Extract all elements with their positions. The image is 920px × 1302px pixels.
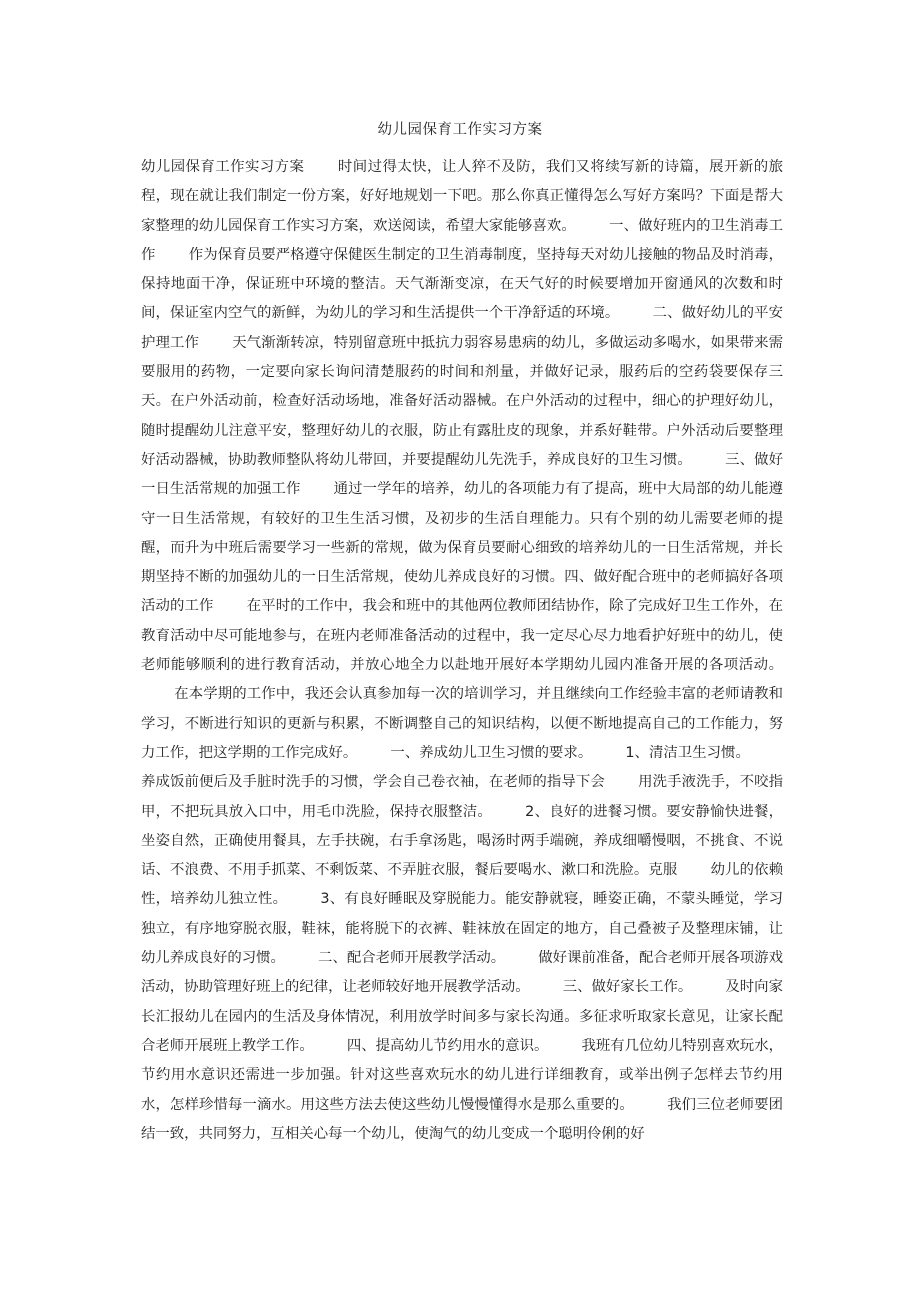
body-segment: 时间过得太快，让人猝不及防，我们又将续写新的诗篇，展开新的旅程，现在就让我们制定一份方案，好好地规划一下吧。那么你真正懂得怎么写好方案吗？下面是帮大家整理的幼儿园保育工作实习方案，欢送阅读，希望大家能够喜欢。 [141, 159, 783, 234]
body-segment: 幼儿园保育工作实习方案 [141, 159, 305, 175]
body-segment: 我班有几位幼儿特别喜欢玩水，节约用水意识还需进一步加强。针对这些喜欢玩水的幼儿进行详细教育，或举出例子怎样去节约用水，怎样珍惜每一滴水。用这些方法去使这些幼儿慢慢懂得水是那么重要的。 [141, 1037, 783, 1113]
section-heading: 一、做好班内的卫生消毒工作 [141, 217, 783, 263]
body-segment: 用洗手液洗手，不咬指甲，不把玩具放入口中，用毛巾洗脸，保持衣服整洁。 [141, 774, 783, 820]
body-segment: 我们三位老师要团结一致，共同努力，互相关心每一个幼儿，使淘气的幼儿变成一个聪明伶俐的好 [141, 1096, 783, 1142]
body-segment: 2、良好的进餐习惯。要安静愉快进餐，坐姿自然，正确使用餐具，左手扶碗，右手拿汤匙，喝汤时两手端碗，养成细嚼慢咽，不挑食、不说话、不浪费、不用手抓菜、不剩饭菜、不弄脏衣服，餐后要喝水、漱口和洗脸。克服 [141, 803, 783, 879]
document-title: 幼儿园保育工作实习方案 [377, 122, 543, 138]
body-segment: 天气渐渐转凉，特别留意班中抵抗力弱容易患病的幼儿，多做运动多喝水，如果带来需要服用的药物，一定要向家长询问清楚服药的时间和剂量，并做好记录，服药后的空药袋要保存三天。在户外活动前，检查好活动场地，准备好活动器械。在户外活动的过程中，细心的护理好幼儿，随时提醒幼儿注意平安，整理好幼儿的衣服，防止有露肚皮的现象，并系好鞋带。户外活动后要整理好活动器械，协助教师整队将幼儿带回，并要提醒幼儿先洗手，养成良好的卫生习惯。 [141, 334, 783, 468]
body-segment: 通过一学年的培养，幼儿的各项能力有了提高，班中大局部的幼儿能遵守一日生活常规，有较好的卫生生活习惯，及初步的生活自理能力。只有个别的幼儿需要老师的提醒，而升为中班后需要学习一些新的常规，做为保育员要耐心细致的培养幼儿的一日生活常规，并长期坚持不断的加强幼儿的一日生活常规，使幼儿养成良好的习惯。四、做好配合班中的老师搞好各项活动的工作 [141, 481, 783, 615]
body-segment: 做好课前准备，配合老师开展各项游戏活动，协助管理好班上的纪律，让老师较好地开展教学活动。 [141, 950, 783, 996]
document-body [141, 153, 783, 1149]
body-segment: 及时向家长汇报幼儿在园内的生活及身体情况，利用放学时间多与家长沟通。多征求听取家长意见，让家长配合老师开展班上教学工作。 [141, 979, 783, 1054]
section-heading: 三、做好一日生活常规的加强工作 [141, 451, 783, 498]
body-segment: 在本学期的工作中，我还会认真参加每一次的培训学习，并且继续向工作经验丰富的老师请教和学习，不断进行知识的更新与积累，不断调整自己的知识结构，以便不断地提高自己的工作能力，努力工作，把这学期的工作完成好。 [141, 686, 783, 761]
section-heading: 四、提高幼儿节约用水的意识。 [346, 1037, 549, 1054]
subsection-heading: 1、清洁卫生习惯。 [625, 744, 750, 761]
body-segment: 作为保育员要严格遵守保健医生制定的卫生消毒制度，坚持每天对幼儿接触的物品及时消毒，保持地面干净，保证班中环境的整洁。天气渐渐变凉，在天气好的时候要增加开窗通风的次数和时间，保证室内空气的新鲜，为幼儿的学习和生活提供一个干净舒适的环境。 [141, 246, 783, 322]
section-heading: 一、养成幼儿卫生习惯的要求。 [390, 744, 593, 761]
body-segment: 3、有良好睡眠及穿脱能力。能安静就寝，睡姿正确，不蒙头睡觉，学习独立，有序地穿脱衣服，鞋袜，能将脱下的衣裤、鞋袜放在固定的地方，自己叠被子及整理床铺，让幼儿养成良好的习惯。 [141, 891, 783, 967]
body-segment: 在平时的工作中，我会和班中的其他两位教师团结协作，除了完成好卫生工作外，在教育活动中尽可能地参与，在班内老师准备活动的过程中，我一定尽心尽力地看护好班中的幼儿，使老师能够顺利的进行教育活动，并放心地全力以赴地开展好本学期幼儿园内准备开展的各项活动。 [141, 598, 783, 674]
section-heading: 二、做好幼儿的平安护理工作 [141, 305, 783, 351]
section-heading: 三、做好家长工作。 [562, 979, 693, 996]
section-heading: 二、配合老师开展教学活动。 [318, 950, 506, 967]
body-segment: 幼儿的依赖性，培养幼儿独立性。 [141, 862, 783, 908]
body-segment: 养成饭前便后及手脏时洗手的习惯，学会自己卷衣袖，在老师的指导下会 [141, 774, 605, 791]
